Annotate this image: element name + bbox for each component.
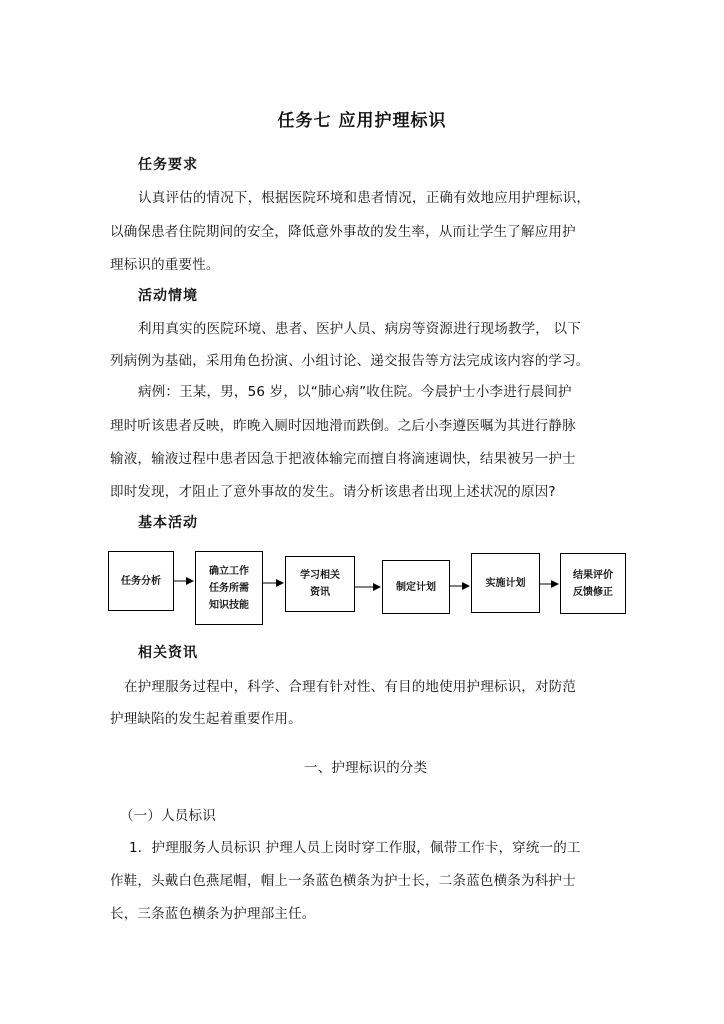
flow-box-learn-info: 学习相关 资讯 [285, 556, 355, 612]
page-title: 任务七 应用护理标识 [277, 111, 447, 131]
flow-box-evaluate: 结果评价 反馈修正 [560, 553, 626, 614]
flow-box-implement-plan: 实施计划 [471, 553, 540, 613]
section-heading-information: 相关资讯 [138, 645, 198, 661]
subsection-heading: 一、护理标识的分类 [304, 760, 428, 776]
section-heading-activities: 基本活动 [138, 515, 198, 531]
paragraph-line: 作鞋，头戴白色燕尾帽，帽上一条蓝色横条为护士长，二条蓝色横条为科护士 [110, 873, 576, 889]
paragraph-line: 输液，输液过程中患者因急于把液体输完而擅自将滴速调快，结果被另一护士 [110, 451, 576, 467]
section-heading-requirements: 任务要求 [138, 157, 198, 173]
section-heading-scenario: 活动情境 [138, 288, 198, 304]
paragraph-line: 在护理服务过程中，科学、合理有针对性、有目的地使用护理标识，对防范 [124, 679, 577, 695]
paragraph-line: 1．护理服务人员标识 护理人员上岗时穿工作服，佩带工作卡，穿统一的工 [129, 840, 581, 856]
flow-box-make-plan: 制定计划 [382, 560, 450, 614]
flow-box-define-skills: 确立工作 任务所需 知识技能 [195, 551, 263, 625]
paragraph-line: 以确保患者住院期间的安全，降低意外事故的发生率，从而让学生了解应用护 [110, 224, 576, 240]
paragraph-line: 即时发现，才阻止了意外事故的发生。请分析该患者出现上述状况的原因? [110, 484, 556, 500]
flow-box-task-analysis: 任务分析 [108, 551, 174, 611]
paragraph-line: 护理缺陷的发生起着重要作用。 [110, 711, 302, 727]
paragraph-line: 利用真实的医院环境、患者、医护人员、病房等资源进行现场教学， 以下 [138, 321, 581, 337]
paragraph-line: 理时听该患者反映，昨晚入厕时因地滑而跌倒。之后小李遵医嘱为其进行静脉 [110, 418, 576, 434]
paragraph-line: 列病例为基础，采用角色扮演、小组讨论、递交报告等方法完成该内容的学习。 [110, 353, 590, 369]
paragraph-line: 理标识的重要性。 [110, 257, 220, 273]
paragraph-line: 长，三条蓝色横条为护理部主任。 [110, 906, 316, 922]
paragraph-line: 病例：王某，男，56 岁，以“肺心病”收住院。今晨护士小李进行晨间护 [138, 384, 572, 400]
sub-heading-personnel: （一）人员标识 [120, 808, 216, 824]
paragraph-line: 认真评估的情况下，根据医院环境和患者情况，正确有效地应用护理标识， [138, 190, 591, 206]
